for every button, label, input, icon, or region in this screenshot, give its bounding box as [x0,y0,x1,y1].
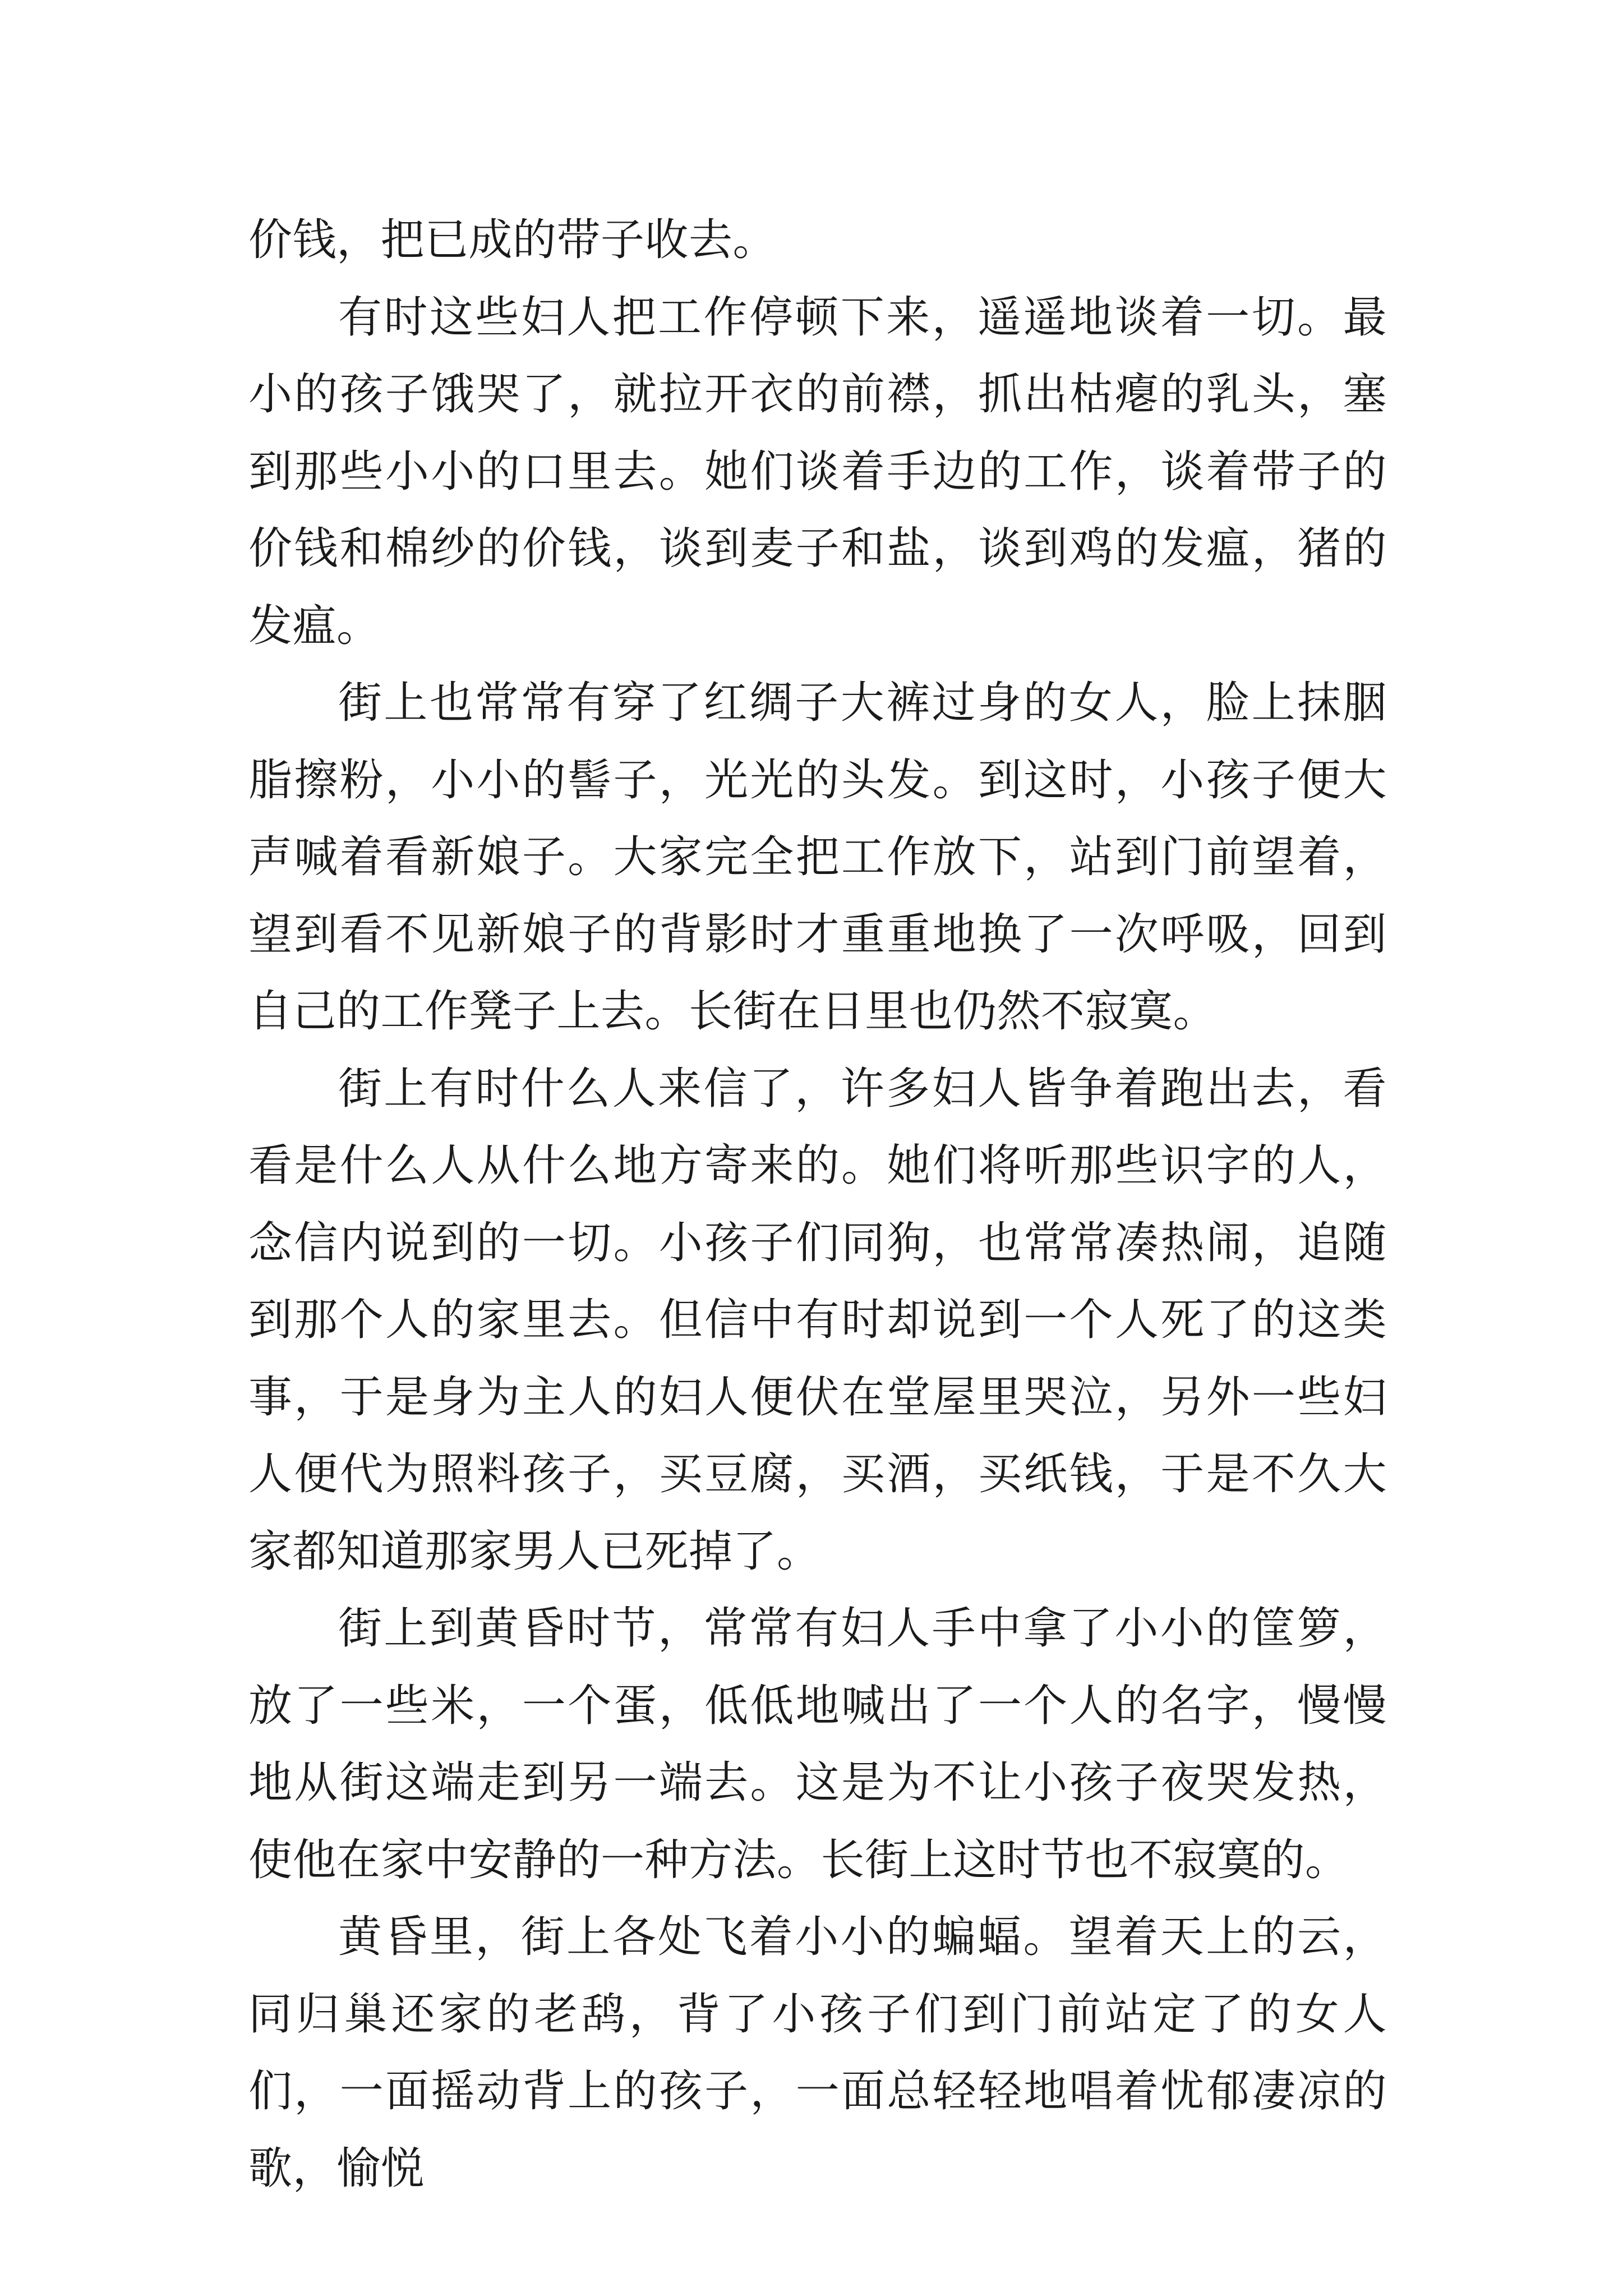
body-text [248,202,1387,2207]
paragraph-1: 价钱，把已成的带子收去。 [248,215,777,265]
paragraph-6: 黄昏里，街上各处飞着小小的蝙蝠。望着天上的云，同归巢还家的老鸹，背了小孩子们到门前站定了的女人们，一面摇动背上的孩子，一面总轻轻地唱着忧郁凄凉的歌，愉悦 [248,1912,1387,2194]
paragraph-4: 街上有时什么人来信了，许多妇人皆争着跑出去，看看是什么人从什么地方寄来的。她们将听那些识字的人，念信内说到的一切。小孩子们同狗，也常常凑热闹，追随到那个人的家里去。但信中有时却说到一个人死了的这类事，于是身为主人的妇人便伏在堂屋里哭泣，另外一些妇人便代为照料孩子，买豆腐，买酒，买纸钱，于是不久大家都知道那家男人已死掉了。 [248,1063,1387,1577]
paragraph-3: 街上也常常有穿了红绸子大裤过身的女人，脸上抹胭脂擦粉，小小的髻子，光光的头发。到这时，小孩子便大声喊着看新娘子。大家完全把工作放下，站到门前望着，望到看不见新娘子的背影时才重重地换了一次呼吸，回到自己的工作凳子上去。长街在日里也仍然不寂寞。 [248,678,1387,1037]
paragraph-5: 街上到黄昏时节，常常有妇人手中拿了小小的筐箩，放了一些米，一个蛋，低低地喊出了一个人的名字，慢慢地从街这端走到另一端去。这是为不让小孩子夜哭发热，使他在家中安静的一种方法。长街上这时节也不寂寞的。 [248,1603,1387,1885]
paragraph-2: 有时这些妇人把工作停顿下来，遥遥地谈着一切。最小的孩子饿哭了，就拉开衣的前襟，抓出枯瘪的乳头，塞到那些小小的口里去。她们谈着手边的工作，谈着带子的价钱和棉纱的价钱，谈到麦子和盐，谈到鸡的发瘟，猪的发瘟。 [248,292,1387,651]
